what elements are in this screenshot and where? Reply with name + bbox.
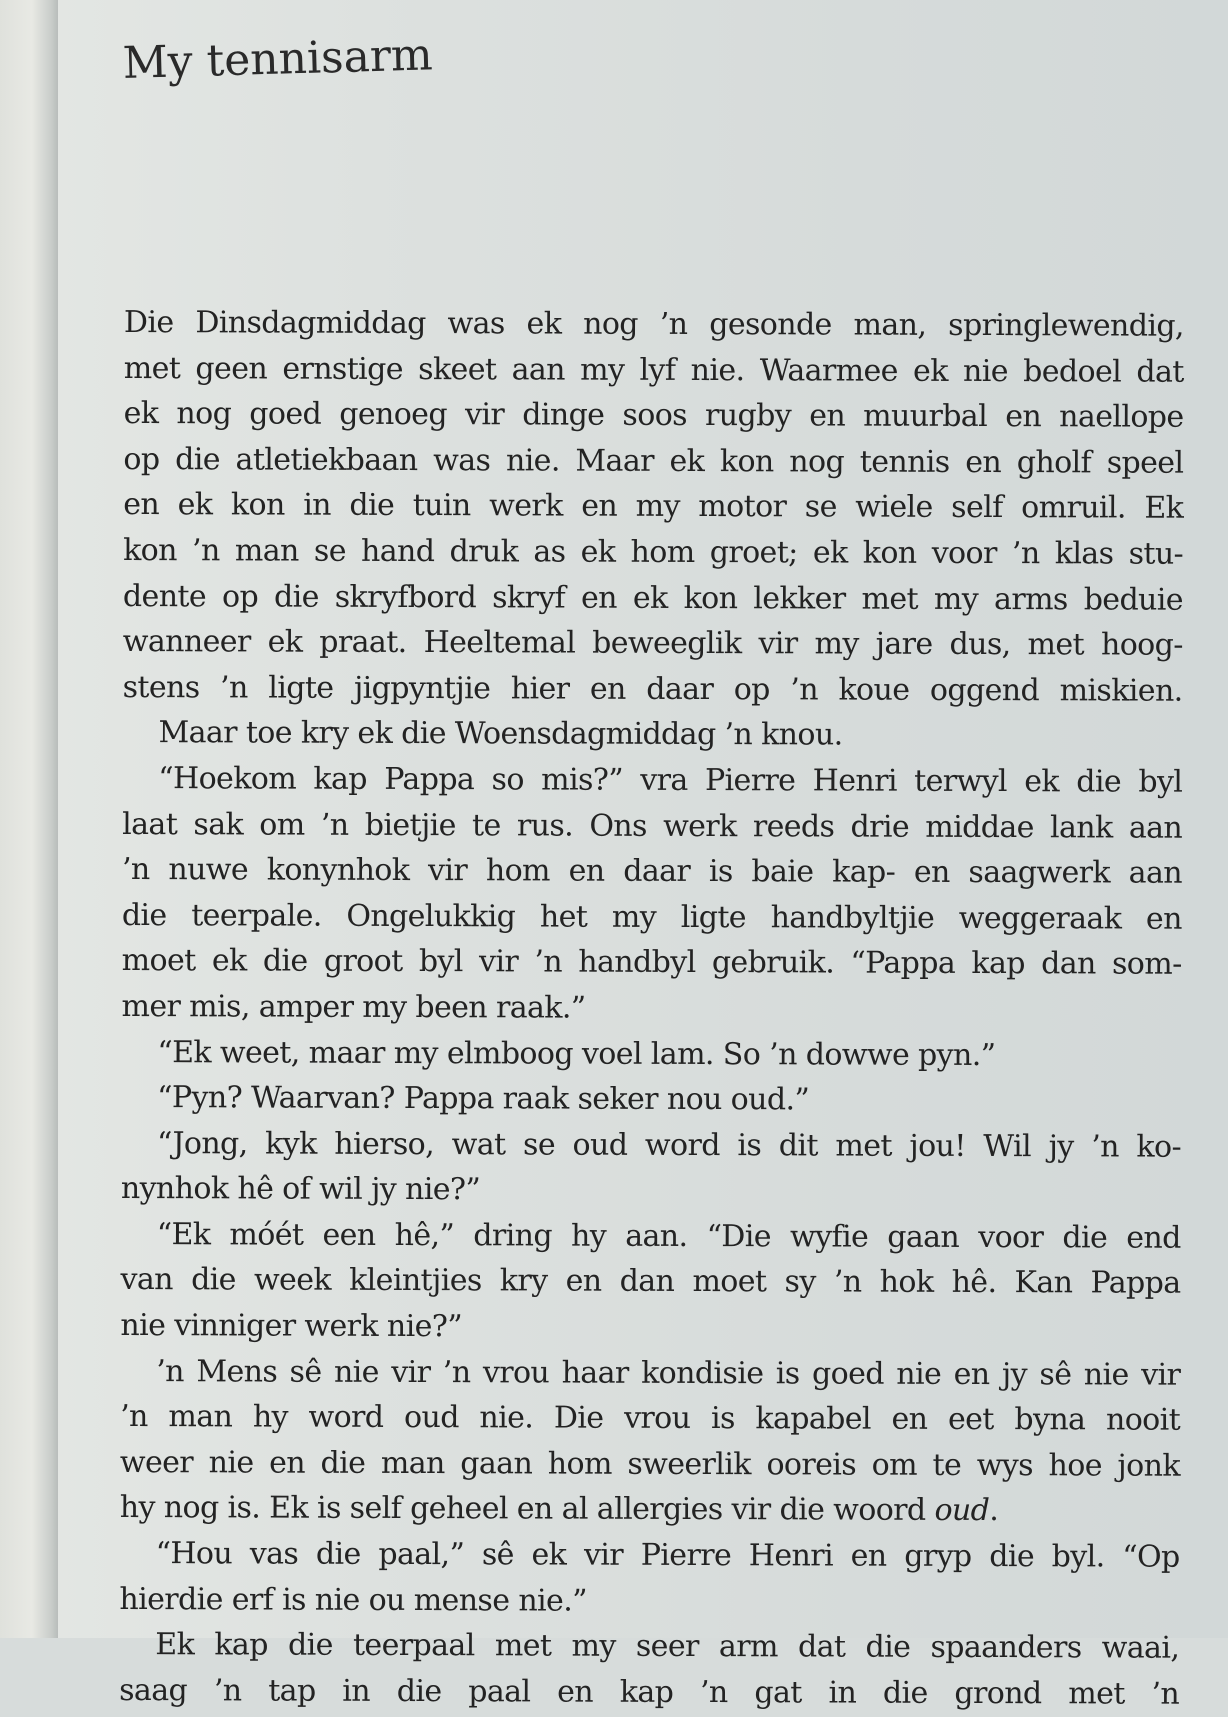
- text-line: “Jong, kyk hierso, wat se oud word is dit met jou! Wil jy ’n ko-: [156, 1125, 1182, 1165]
- text-line: saag ’n tap in die paal en kap ’n gat in die grond met ’n: [119, 1672, 1180, 1712]
- text-line: van die week kleintjies kry en dan moet sy ’n hok hê. Kan Pappa: [120, 1262, 1181, 1302]
- text-line: “Ek weet, maar my elmboog voel lam. So ’n dowwe pyn.”: [157, 1034, 996, 1073]
- emphasis: oud: [934, 1493, 990, 1529]
- text-line: Die Dinsdagmiddag was ek nog ’n gesonde man, springlewendig,: [123, 304, 1184, 344]
- text-line: hy nog is. Ek is self geheel en al allergies vir die woord oud.: [119, 1490, 999, 1529]
- text-line: weer nie en die man gaan hom sweerlik ooreis om te wys hoe jonk: [119, 1444, 1180, 1484]
- text-line: hierdie erf is nie ou mense nie.”: [119, 1581, 587, 1619]
- text-line: dente op die skryfbord skryf en ek kon lekker met my arms beduie: [122, 578, 1184, 618]
- text-line: moet ek die groot byl vir ’n handbyl gebruik. “Pappa kap dan som-: [121, 943, 1182, 983]
- text-line: nynhok hê of wil jy nie?”: [120, 1171, 481, 1208]
- text-line: Ek kap die teerpaal met my seer arm dat die spaanders waai,: [155, 1627, 1180, 1666]
- text-line: mer mis, amper my been raak.”: [121, 988, 586, 1026]
- book-gutter: [0, 0, 58, 1638]
- text-line: kon ’n man se hand druk as ek hom groet; ek kon voor ’n klas stu-: [123, 532, 1184, 572]
- text-line: die teerpale. Ongelukkig het my ligte handbyltjie weggeraak en: [121, 897, 1182, 937]
- text-line: ’n nuwe konynhok vir hom en daar is baie kap- en saagwerk aan: [121, 852, 1183, 891]
- chapter-title: My tennisarm: [122, 29, 434, 89]
- text-line: met geen ernstige skeet aan my lyf nie. Waarmee ek nie bedoel dat: [123, 350, 1184, 390]
- text-line: “Pyn? Waarvan? Pappa raak seker nou oud.”: [157, 1080, 810, 1118]
- text-line: ’n Mens sê nie vir ’n vrou haar kondisie is goed nie en jy sê nie vir: [156, 1353, 1181, 1393]
- text-line: “Ek móét een hê,” dring hy aan. “Die wyfie gaan voor die end: [156, 1216, 1181, 1256]
- text-line: wanneer ek praat. Heeltemal beweeglik vir my jare dus, met hoog-: [122, 624, 1183, 663]
- text-line: stens ’n ligte jigpyntjie hier en daar op ’n koue oggend miskien.: [122, 669, 1183, 709]
- text-line: op die atletiekbaan was nie. Maar ek kon nog tennis en gholf speel: [123, 441, 1184, 481]
- text-line: Maar toe kry ek die Woensdagmiddag ’n knou.: [158, 715, 843, 753]
- text-line: ’n man hy word oud nie. Die vrou is kapabel en eet byna nooit: [120, 1399, 1181, 1438]
- chapter-body: [119, 300, 1184, 1717]
- text-line: “Hoekom kap Pappa so mis?” vra Pierre Henri terwyl ek die byl: [158, 761, 1183, 800]
- text-line: en ek kon in die tuin werk en my motor se wiele self omruil. Ek: [123, 487, 1184, 527]
- text-line: “Hou vas die paal,” sê ek vir Pierre Henri en gryp die byl. “Op: [155, 1536, 1180, 1575]
- text-line: laat sak om ’n bietjie te rus. Ons werk reeds drie middae lank aan: [122, 806, 1183, 846]
- text-line: ek nog goed genoeg vir dinge soos rugby en muurbal en naellope: [123, 396, 1184, 435]
- text-line: nie vinniger werk nie?”: [120, 1308, 463, 1345]
